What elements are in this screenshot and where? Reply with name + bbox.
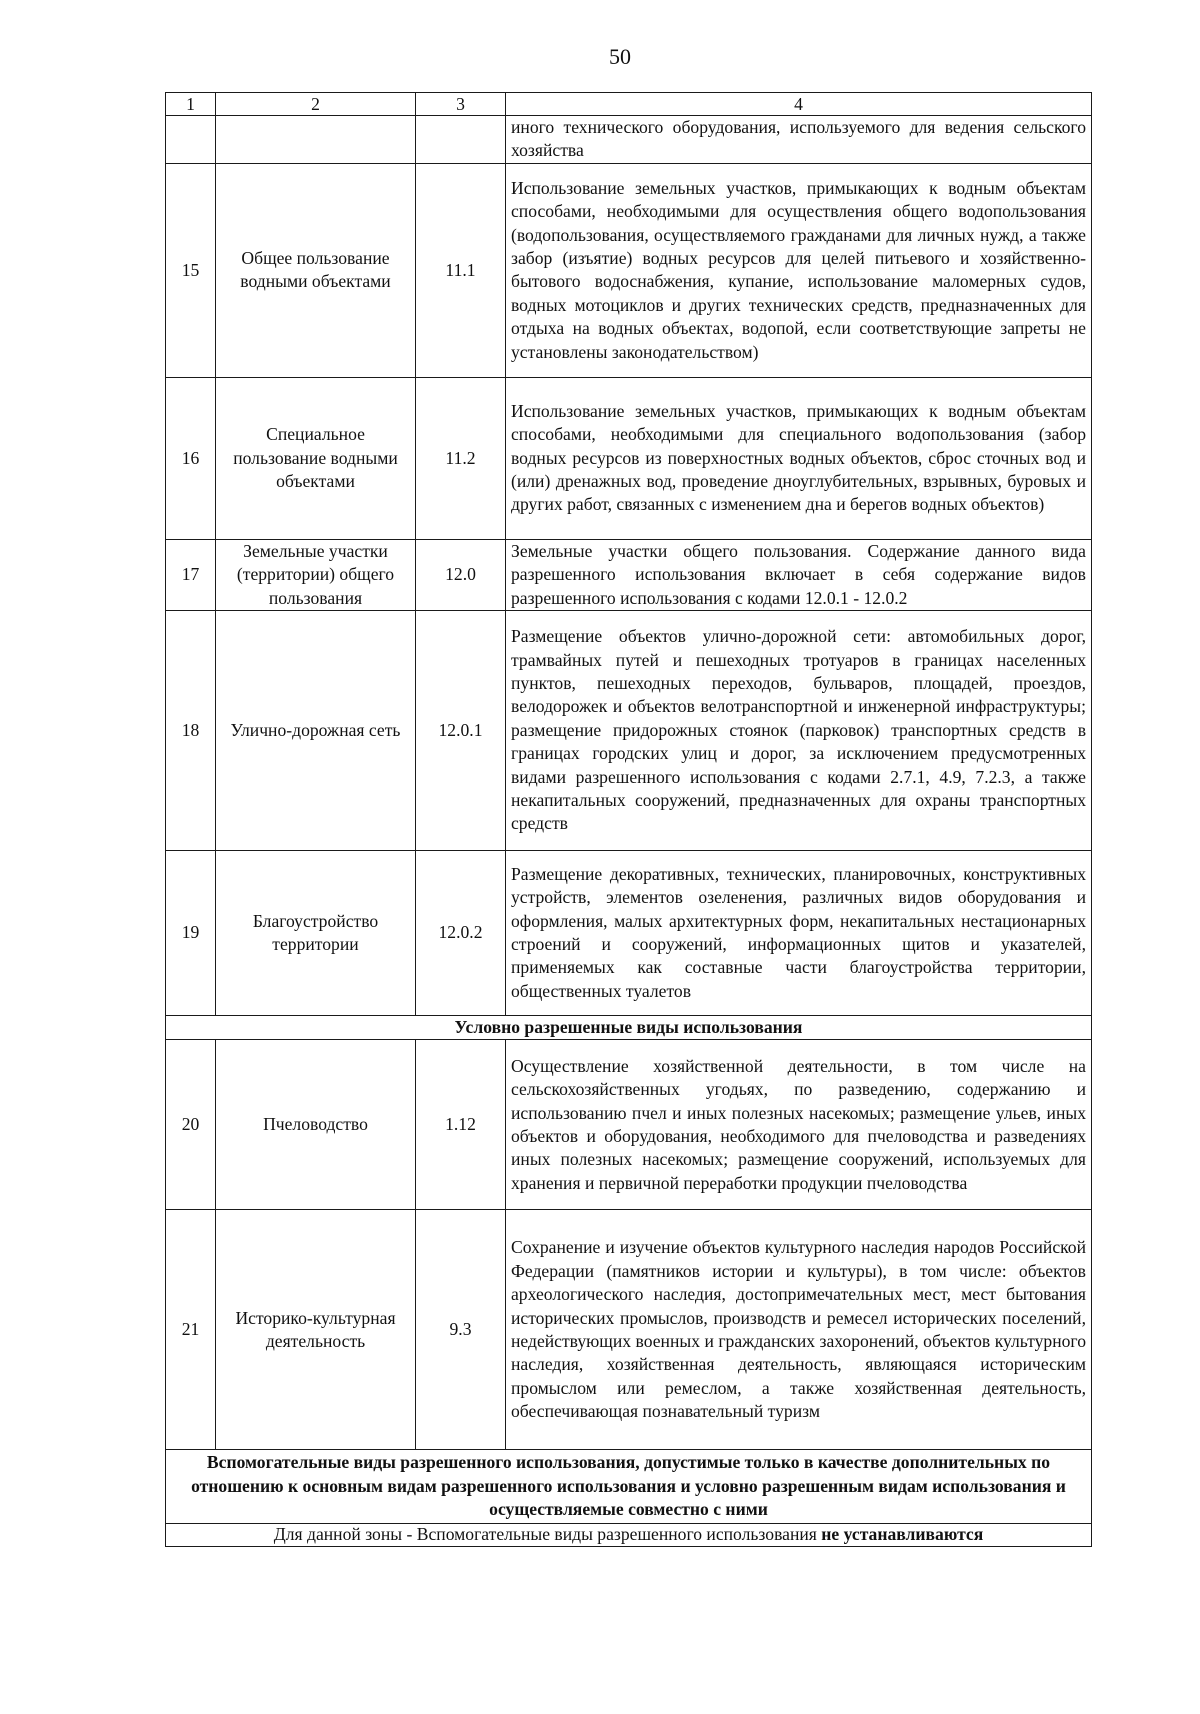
row-code: 12.0.2 [416,851,506,1016]
row-description: Использование земельных участков, примыкающих к водным объектам способами, необходимыми для специального водопользования (забор водных ресурсов из поверхностных водных объектов, сброс сточных вод и (или) дренажных вод, проведение дноуглубительных, взрывных, буровых и других работ, связанных с изменением дна и берегов водных объектов) [506,377,1092,539]
row-code: 11.1 [416,163,506,377]
note-text: Для данной зоны - Вспомогательные виды разрешенного использования [273,1524,822,1545]
header-col-2: 2 [216,93,416,116]
table-row-21 [166,1210,1092,1450]
row-code: 12.0.1 [416,611,506,851]
section-title-conditional: Условно разрешенные виды использования [166,1016,1092,1040]
note-emphasis: не устанавливаются [821,1524,984,1545]
row-name-cell [216,116,416,164]
row-number: 16 [166,377,216,539]
row-name: Земельные участки (территории) общего пользования [216,539,416,610]
row-code: 1.12 [416,1040,506,1210]
row-number-cell [166,116,216,164]
row-number: 17 [166,539,216,610]
row-name: Пчеловодство [216,1040,416,1210]
section-title-auxiliary: Вспомогательные виды разрешенного использования, допустимые только в качестве дополнительных по отношению к основным видам разрешенного использования и условно разрешенным видам использования и осуществляемые совместно с ними [166,1450,1092,1524]
header-col-3: 3 [416,93,506,116]
table-row-19 [166,851,1092,1016]
row-number: 15 [166,163,216,377]
table-row-20 [166,1040,1092,1210]
page-number: 50 [609,44,631,69]
row-code: 11.2 [416,377,506,539]
table-header-row [166,93,1092,116]
row-name: Общее пользование водными объектами [216,163,416,377]
row-description: Осуществление хозяйственной деятельности, в том числе на сельскохозяйственных угодьях, по разведению, содержанию и использованию пчел и иных полезных насекомых; размещение ульев, иных объектов и оборудования, необходимого для пчеловодства и разведениях иных полезных насекомых; размещение сооружений, используемых для хранения и первичной переработки продукции пчеловодства [506,1040,1092,1210]
row-number: 18 [166,611,216,851]
section-conditional-row [166,1016,1092,1040]
row-code: 9.3 [416,1210,506,1450]
row-code-cell [416,116,506,164]
land-use-table [165,92,1092,1547]
header-col-4: 4 [506,93,1092,116]
table-row-continued [166,116,1092,164]
table-row-18 [166,611,1092,851]
row-name: Специальное пользование водными объектами [216,377,416,539]
row-name: Улично-дорожная сеть [216,611,416,851]
row-number: 20 [166,1040,216,1210]
row-code: 12.0 [416,539,506,610]
row-description: Размещение объектов улично-дорожной сети: автомобильных дорог, трамвайных путей и пешеходных тротуаров в границах населенных пунктов, пешеходных переходов, бульваров, площадей, проездов, велодорожек и объектов велотранспортной и инженерной инфраструктуры; размещение придорожных стоянок (парковок) транспортных средств в границах городских улиц и дорог, за исключением предусмотренных видами разрешенного использования с кодами 2.7.1, 4.9, 7.2.3, а также некапитальных сооружений, предназначенных для охраны транспортных средств [506,611,1092,851]
row-number: 21 [166,1210,216,1450]
auxiliary-note [166,1523,1092,1546]
row-name: Историко-культурная деятельность [216,1210,416,1450]
table-row-16 [166,377,1092,539]
table-row-17 [166,539,1092,610]
row-name: Благоустройство территории [216,851,416,1016]
header-col-1: 1 [166,93,216,116]
row-description: иного технического оборудования, используемого для ведения сельского хозяйства [506,116,1092,164]
row-description: Размещение декоративных, технических, планировочных, конструктивных устройств, элементов озеленения, различных видов оборудования и оформления, малых архитектурных форм, некапитальных нестационарных строений и сооружений, информационных щитов и указателей, применяемых как составные части благоустройства территории, общественных туалетов [506,851,1092,1016]
row-description: Использование земельных участков, примыкающих к водным объектам способами, необходимыми для осуществления общего водопользования (водопользования, осуществляемого гражданами для личных нужд, а также забор (изъятие) водных ресурсов для целей питьевого и хозяйственно-бытового водоснабжения, купание, использование маломерных судов, водных мотоциклов и других технических средств, предназначенных для отдыха на водных объектах, водопой, если соответствующие запреты не установлены законодательством) [506,163,1092,377]
table-row-15 [166,163,1092,377]
section-auxiliary-row [166,1450,1092,1524]
row-description: Сохранение и изучение объектов культурного наследия народов Российской Федерации (памятников истории и культуры), в том числе: объектов археологического наследия, достопримечательных мест, мест бытования исторических промыслов, производств и ремесел исторических поселений, недействующих военных и гражданских захоронений, объектов культурного наследия, хозяйственная деятельность, являющаяся историческим промыслом или ремеслом, а также хозяйственная деятельность, обеспечивающая познавательный туризм [506,1210,1092,1450]
row-description: Земельные участки общего пользования. Содержание данного вида разрешенного использования включает в себя содержание видов разрешенного использования с кодами 12.0.1 - 12.0.2 [506,539,1092,610]
auxiliary-note-row [166,1523,1092,1546]
row-number: 19 [166,851,216,1016]
